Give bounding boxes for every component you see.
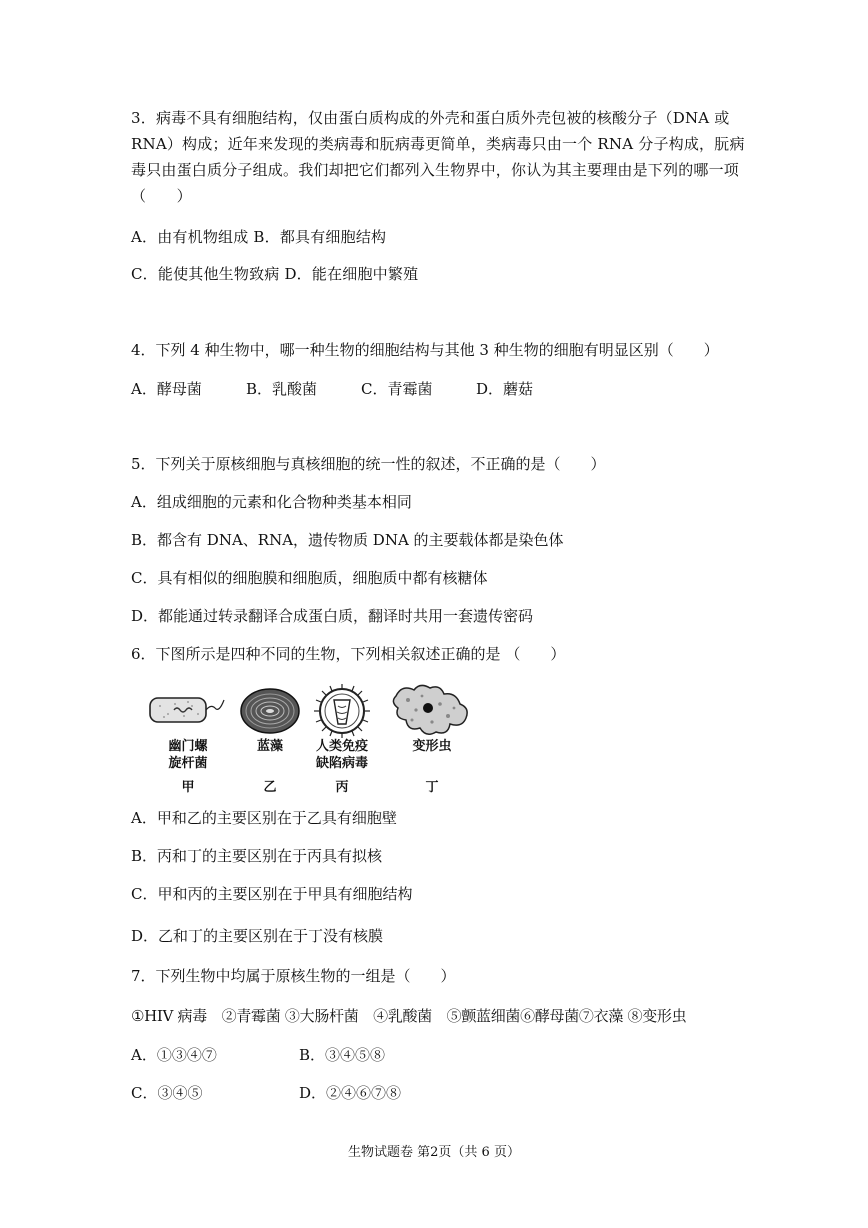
q6-option-a: A．甲和乙的主要区别在于乙具有细胞壁 [131,809,397,827]
q3-options-ab: A．由有机物组成 B．都具有细胞结构 [131,228,387,246]
organisms-figure [140,682,485,794]
q7-option-b: B．③④⑤⑧ [299,1046,386,1064]
q4-options [131,378,551,398]
label-helicobacter [160,738,216,772]
q7-option-d: D．②④⑥⑦⑧ [299,1084,402,1102]
label-helicobacter-line-1: 幽门螺 [168,739,208,754]
label-hiv-line-2: 缺陷病毒 [315,756,368,771]
label-amoeba: 变形虫 [412,739,452,754]
amoeba-illustration [390,682,472,738]
q4-option-a: A．酵母菌 [131,380,202,398]
q7-option-c: C．③④⑤ [131,1084,203,1102]
q4-stem: 4．下列 4 种生物中，哪一种生物的细胞结构与其他 3 种生物的细胞有明显区别（ ） [131,341,719,359]
q7-options-ab [131,1044,431,1064]
q7-option-a: A．①③④⑦ [131,1046,217,1064]
label-jia: 甲 [181,780,195,795]
q5-option-d: D．都能通过转录翻译合成蛋白质，翻译时共用一套遗传密码 [131,607,534,625]
label-bing: 丙 [335,780,349,795]
label-cyanobacteria: 蓝藻 [256,739,283,754]
q4-option-d: D．蘑菇 [476,380,534,398]
q3-stem-line-2: RNA）构成；近年来发现的类病毒和朊病毒更简单，类病毒只由一个 RNA 分子构成，朊病 [131,135,745,153]
q7-stem: 7．下列生物中均属于原核生物的一组是（ ） [131,967,456,985]
q3-stem-line-3: 毒只由蛋白质分子组成。我们却把它们都列入生物界中，你认为其主要理由是下列的哪一项 [131,161,740,179]
q5-option-a: A．组成细胞的元素和化合物种类基本相同 [131,493,412,511]
q5-option-b: B．都含有 DNA、RNA，遗传物质 DNA 的主要载体都是染色体 [131,531,564,549]
q5-option-c: C．具有相似的细胞膜和细胞质，细胞质中都有核糖体 [131,569,488,587]
q6-stem: 6．下图所示是四种不同的生物，下列相关叙述正确的是 （ ） [131,645,566,663]
helicobacter-illustration [148,692,226,732]
q5-stem: 5．下列关于原核细胞与真核细胞的统一性的叙述，不正确的是（ ） [131,455,606,473]
q6-option-c: C．甲和丙的主要区别在于甲具有细胞结构 [131,885,413,903]
label-helicobacter-line-2: 旋杆菌 [168,756,208,771]
q7-items: ①HIV 病毒 ②青霉菌 ③大肠杆菌 ④乳酸菌 ⑤颤蓝细菌⑥酵母菌⑦衣藻 ⑧变形虫 [131,1007,687,1025]
q4-option-b: B．乳酸菌 [246,380,318,398]
cyanobacteria-illustration [238,686,302,736]
q6-option-d: D．乙和丁的主要区别在于丁没有核膜 [131,927,384,945]
q7-options-cd [131,1082,431,1102]
q3-stem-line-1: 3．病毒不具有细胞结构，仅由蛋白质构成的外壳和蛋白质外壳包被的核酸分子（DNA 或 [131,109,730,127]
label-ding: 丁 [425,780,439,795]
q3-options-cd: C．能使其他生物致病 D．能在细胞中繁殖 [131,265,419,283]
q4-option-c: C．青霉菌 [361,380,433,398]
label-yi: 乙 [263,780,277,795]
page-footer: 生物试题卷 第2页（共 6 页） [348,1145,520,1160]
label-hiv [310,738,374,772]
hiv-virus-illustration [312,682,372,740]
label-hiv-line-1: 人类免疫 [315,739,368,754]
q6-option-b: B．丙和丁的主要区别在于丙具有拟核 [131,847,383,865]
q3-answer-blank: （ ） [131,187,192,205]
